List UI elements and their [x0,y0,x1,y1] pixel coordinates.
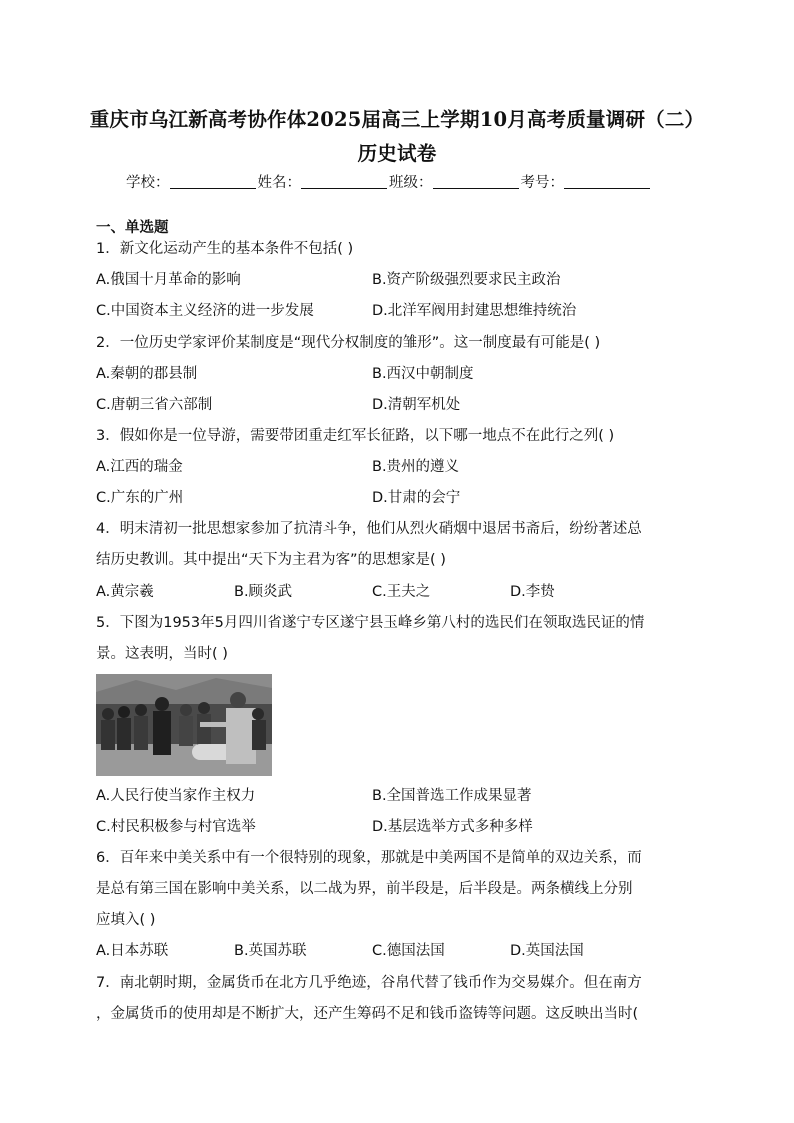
question-1-option-b[interactable]: B.资产阶级强烈要求民主政治 [372,272,561,288]
exam-number-blank[interactable] [564,188,650,189]
question-1-option-d[interactable]: D.北洋军阀用封建思想维持统治 [372,303,577,319]
question-3-option-b[interactable]: B.贵州的遵义 [372,459,460,475]
question-3-option-a[interactable]: A.江西的瑞金 [96,459,183,475]
question-2-stem: 2．一位历史学家评价某制度是“现代分权制度的雏形”。这一制度最有可能是( ) [96,335,601,351]
school-blank[interactable] [170,188,256,189]
question-4-option-a[interactable]: A.黄宗羲 [96,584,154,600]
name-blank[interactable] [301,188,387,189]
school-label: 学校： [126,175,170,191]
question-6-stem-line-1: 6．百年来中美关系中有一个很特别的现象，那就是中美两国不是简单的双边关系，而 [96,850,642,866]
question-2-option-d[interactable]: D.清朝军机处 [372,397,461,413]
question-6-stem-line-2: 是总有第三国在影响中美关系，以二战为界，前半段是，后半段是。两条横线上分别 [96,881,633,897]
question-1-option-a[interactable]: A.俄国十月革命的影响 [96,272,241,288]
voter-certificate-photo [96,674,272,776]
question-6-option-a[interactable]: A.日本苏联 [96,943,169,959]
question-3-option-c[interactable]: C.广东的广州 [96,490,184,506]
section-title: 一、单选题 [96,220,169,236]
question-4-option-c[interactable]: C.王夫之 [372,584,431,600]
question-5-option-a[interactable]: A.人民行使当家作主权力 [96,788,256,804]
question-4-option-b[interactable]: B.顾炎武 [234,584,293,600]
class-label: 班级： [389,175,433,191]
exam-subtitle: 历史试卷 [357,142,437,165]
question-1-option-c[interactable]: C.中国资本主义经济的进一步发展 [96,303,314,319]
question-5-option-b[interactable]: B.全国普选工作成果显著 [372,788,532,804]
question-3-stem: 3．假如你是一位导游，需要带团重走红军长征路，以下哪一地点不在此行之列( ) [96,428,615,444]
question-5-stem-line-2: 景。这表明，当时( ) [96,646,228,662]
question-1-stem: 1．新文化运动产生的基本条件不包括( ) [96,241,354,257]
exam-number-label: 考号： [520,175,564,191]
question-2-option-c[interactable]: C.唐朝三省六部制 [96,397,213,413]
question-2-option-a[interactable]: A.秦朝的郡县制 [96,366,198,382]
exam-title: 重庆市乌江新高考协作体2025届高三上学期10月高考质量调研（二） [89,108,705,131]
student-info-row [126,171,652,192]
name-label: 姓名： [257,175,301,191]
question-6-stem-line-3: 应填入( ) [96,912,156,928]
question-5-stem-line-1: 5．下图为1953年5月四川省遂宁专区遂宁县玉峰乡第八村的选民们在领取选民证的情 [96,615,645,631]
question-4-option-d[interactable]: D.李贽 [510,584,555,600]
question-6-option-c[interactable]: C.德国法国 [372,943,445,959]
question-2-option-b[interactable]: B.西汉中朝制度 [372,366,474,382]
question-4-stem-line-2: 结历史教训。其中提出“天下为主君为客”的思想家是( ) [96,552,446,568]
question-3-option-d[interactable]: D.甘肃的会宁 [372,490,461,506]
question-7-stem-line-2: ，金属货币的使用却是不断扩大，还产生筹码不足和钱币盗铸等问题。这反映出当时( [96,1006,639,1022]
question-5-option-c[interactable]: C.村民积极参与村官选举 [96,819,256,835]
class-blank[interactable] [433,188,519,189]
question-6-option-d[interactable]: D.英国法国 [510,943,584,959]
question-6-option-b[interactable]: B.英国苏联 [234,943,307,959]
question-4-stem-line-1: 4．明末清初一批思想家参加了抗清斗争，他们从烈火硝烟中退居书斋后，纷纷著述总 [96,521,642,537]
question-7-stem-line-1: 7．南北朝时期，金属货币在北方几乎绝迹，谷帛代替了钱币作为交易媒介。但在南方 [96,975,642,991]
question-5-option-d[interactable]: D.基层选举方式多种多样 [372,819,533,835]
